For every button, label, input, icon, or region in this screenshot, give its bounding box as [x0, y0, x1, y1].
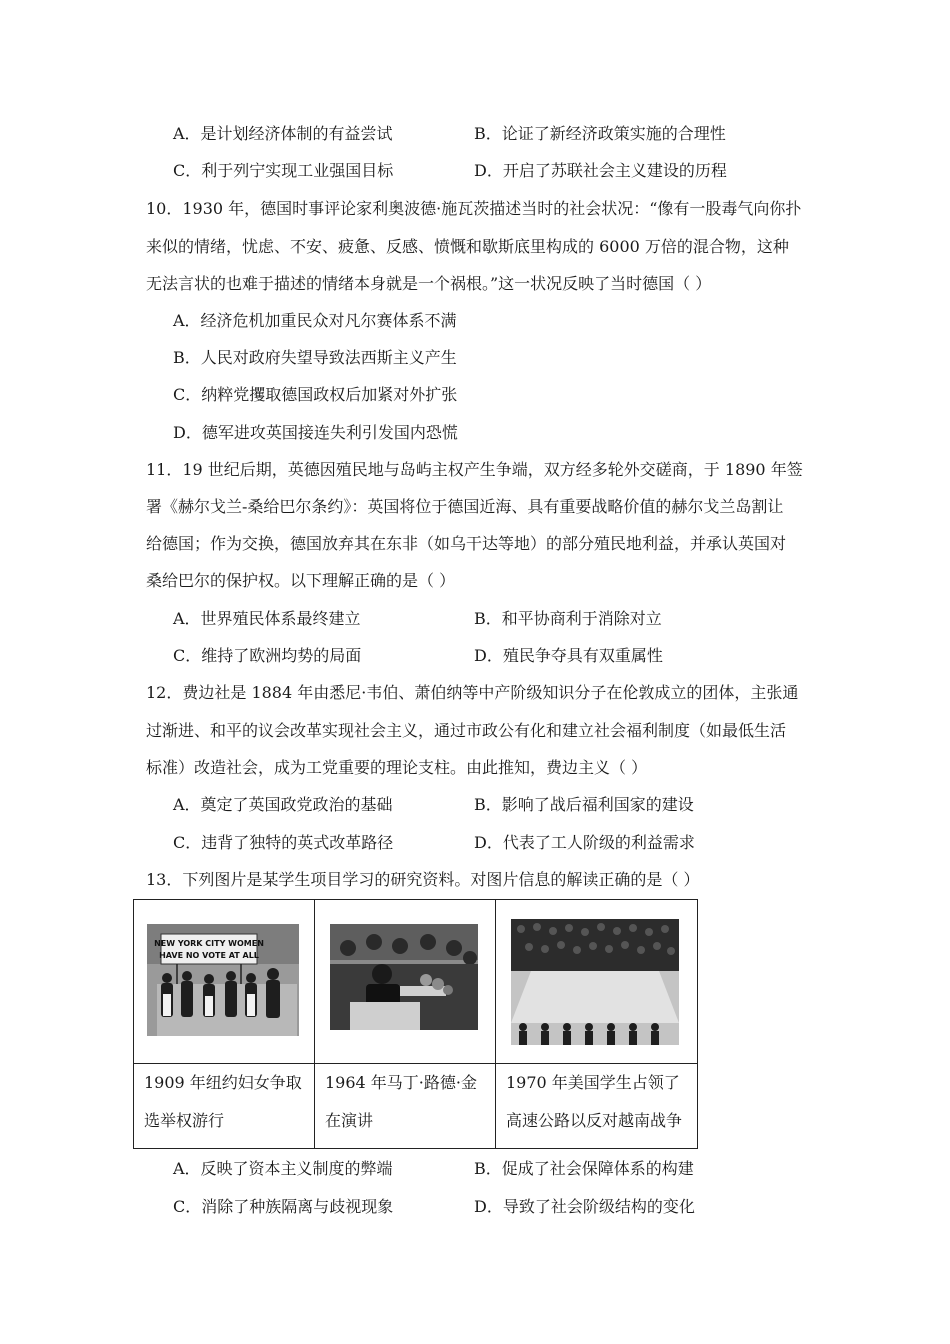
caption-cell-2 [315, 1064, 496, 1149]
suffrage-parade-photo [147, 924, 299, 1036]
q9-option-b: B．论证了新经济政策实施的合理性 [474, 124, 726, 143]
q12-option-b: B．影响了战后福利国家的建设 [474, 795, 694, 814]
q10-option-c: C．纳粹党攫取德国政权后加紧对外扩张 [173, 385, 458, 404]
q10-option-a: A．经济危机加重民众对凡尔赛体系不满 [173, 311, 457, 330]
q12-option-d: D．代表了工人阶级的利益需求 [474, 833, 695, 852]
q12-option-a: A．奠定了英国政党政治的基础 [173, 795, 393, 814]
q13-stem: 13．下列图片是某学生项目学习的研究资料。对图片信息的解读正确的是（ ） [146, 870, 700, 889]
q10-stem-line-2: 来似的情绪，忧虑、不安、疲惫、反感、愤慨和歇斯底里构成的 6000 万倍的混合物，这种 [146, 237, 789, 256]
q12-stem-line-3: 标准）改造社会，成为工党重要的理论支柱。由此推知，费边主义（ ） [146, 758, 648, 777]
q9-option-c: C．利于列宁实现工业强国目标 [173, 161, 394, 180]
q9-option-d: D．开启了苏联社会主义建设的历程 [474, 161, 727, 180]
q12-stem-line-1: 12．费边社是 1884 年由悉尼·韦伯、萧伯纳等中产阶级知识分子在伦敦成立的团体，主张通 [146, 683, 799, 702]
q13-option-d: D．导致了社会阶级结构的变化 [474, 1197, 695, 1216]
q10-stem-line-1: 10．1930 年，德国时事评论家利奥波德·施瓦茨描述当时的社会状况：“像有一股毒气向你扑 [146, 199, 802, 218]
photo-caption-3: 1970 年美国学生占领了高速公路以反对越南战争 [506, 1073, 683, 1130]
highway-protest-photo [511, 919, 679, 1045]
q11-stem-line-3: 给德国；作为交换，德国放弃其在东非（如乌干达等地）的部分殖民地利益，并承认英国对 [146, 534, 787, 553]
q11-stem-line-2: 署《赫尔戈兰-桑给巴尔条约》：英国将位于德国近海、具有重要战略价值的赫尔戈兰岛割让 [146, 497, 784, 516]
photo-caption-1: 1909 年纽约妇女争取选举权游行 [144, 1073, 302, 1130]
q13-option-c: C．消除了种族隔离与歧视现象 [173, 1197, 394, 1216]
q10-option-b: B．人民对政府失望导致法西斯主义产生 [173, 348, 457, 367]
q11-option-a: A．世界殖民体系最终建立 [173, 609, 361, 628]
speech-photo [330, 924, 478, 1030]
q10-option-d: D．德军进攻英国接连失利引发国内恐慌 [173, 423, 458, 442]
q13-photo-table [133, 899, 698, 1149]
q13-option-b: B．促成了社会保障体系的构建 [474, 1159, 694, 1178]
photo-caption-2: 1964 年马丁·路德·金在演讲 [325, 1073, 477, 1130]
caption-cell-3 [496, 1064, 698, 1149]
photo-cell-2 [315, 900, 496, 1064]
sign-text-line-2: HAVE NO VOTE AT ALL [159, 951, 259, 960]
q11-option-d: D．殖民争夺具有双重属性 [474, 646, 663, 665]
q11-option-c: C．维持了欧洲均势的局面 [173, 646, 362, 665]
q12-stem-line-2: 过渐进、和平的议会改革实现社会主义，通过市政公有化和建立社会福利制度（如最低生活 [146, 721, 787, 740]
q10-stem-line-3: 无法言状的也难于描述的情绪本身就是一个祸根。”这一状况反映了当时德国（ ） [146, 274, 712, 293]
q13-option-a: A．反映了资本主义制度的弊端 [173, 1159, 393, 1178]
q12-option-c: C．违背了独特的英式改革路径 [173, 833, 394, 852]
sign-text-line-1: NEW YORK CITY WOMEN [154, 939, 264, 948]
photo-cell-3 [496, 900, 698, 1064]
q11-option-b: B．和平协商利于消除对立 [474, 609, 662, 628]
q9-option-a: A．是计划经济体制的有益尝试 [173, 124, 393, 143]
caption-cell-1 [134, 1064, 315, 1149]
q11-stem-line-1: 11．19 世纪后期，英德因殖民地与岛屿主权产生争端，双方经多轮外交磋商，于 1890 年签 [146, 460, 803, 479]
q11-stem-line-4: 桑给巴尔的保护权。以下理解正确的是（ ） [146, 571, 456, 590]
photo-cell-1 [134, 900, 315, 1064]
